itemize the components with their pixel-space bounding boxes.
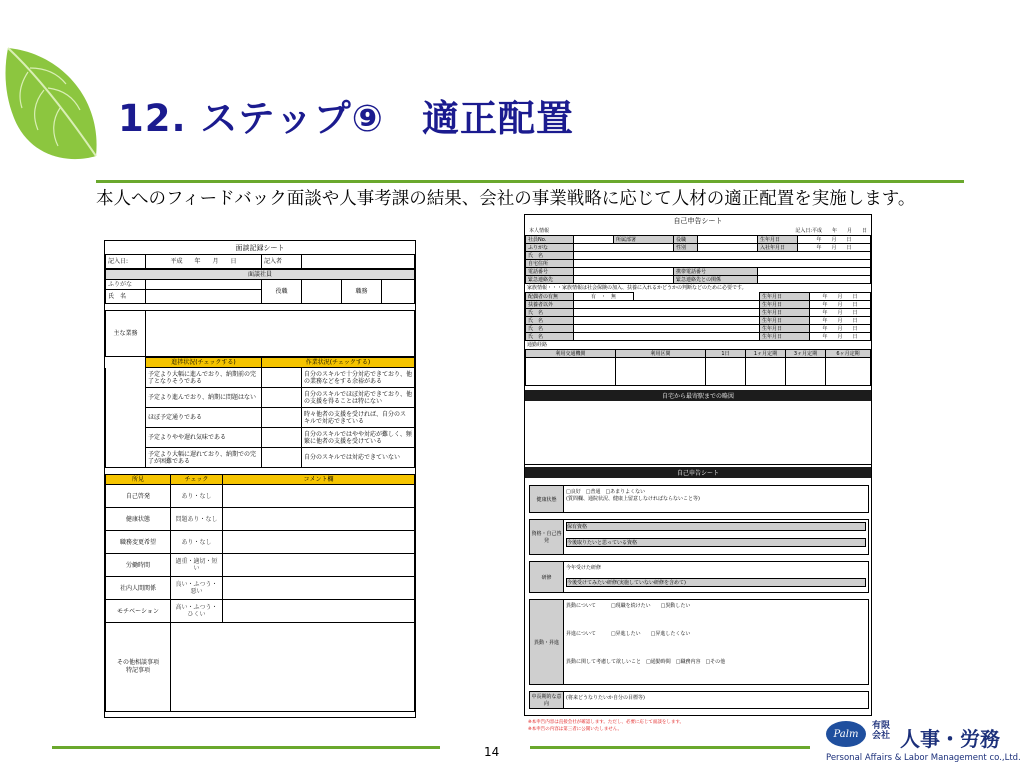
- commute-cell[interactable]: [786, 358, 826, 386]
- mobile-label: 携帯電話番号: [674, 268, 758, 276]
- page-number: 14: [484, 745, 500, 759]
- dependent-field[interactable]: [574, 309, 760, 317]
- work-check[interactable]: [262, 408, 302, 428]
- observation-options[interactable]: 良い・ふつう・悪い: [171, 577, 223, 600]
- sheet-title: 面談記録シート: [235, 244, 285, 252]
- training-line[interactable]: 今後受けてみたい研修(実施していない研修を含めて): [566, 578, 866, 587]
- join-date-value[interactable]: 年 月 日: [798, 244, 871, 252]
- birth-label: 生年月日: [760, 301, 810, 309]
- furigana-label: ふりがな: [526, 244, 574, 252]
- self-report-sheet: [524, 214, 872, 716]
- name-label: 氏 名: [106, 290, 146, 304]
- dependent-field[interactable]: [574, 333, 760, 341]
- birth-label: 生年月日: [760, 293, 810, 301]
- name-label: 氏 名: [526, 333, 574, 341]
- comment-field[interactable]: [223, 577, 415, 600]
- status-table: [105, 357, 415, 468]
- progress-item: 予定より大幅に遅れており、納期での完了が困難である: [146, 448, 262, 468]
- date-field[interactable]: 年 月 日: [810, 293, 871, 301]
- commute-cell[interactable]: [746, 358, 786, 386]
- map-area[interactable]: [525, 401, 871, 465]
- commute-header: 6ヶ月定期: [826, 350, 871, 358]
- department-label: 所属部署: [614, 236, 674, 244]
- observation-options[interactable]: あり・なし: [171, 485, 223, 508]
- gender-field[interactable]: [698, 244, 758, 252]
- commute-header: 利用区間: [616, 350, 706, 358]
- commute-header: 1日: [706, 350, 746, 358]
- progress-check[interactable]: [106, 408, 146, 428]
- observation-label: 職務変更希望: [106, 531, 171, 554]
- progress-check[interactable]: [106, 368, 146, 388]
- commute-table: [525, 349, 871, 386]
- work-check[interactable]: [262, 388, 302, 408]
- writer-field[interactable]: [302, 255, 415, 269]
- position-label: 役職: [674, 236, 698, 244]
- title-divider: [96, 180, 964, 183]
- work-item: 時々他者の支援を受ければ、自分のスキルで対応できている: [302, 408, 415, 428]
- main-work-table: [105, 310, 415, 357]
- other-notes-label: その他相談事項 特記事項: [106, 623, 171, 712]
- birth-label: 生年月日: [760, 333, 810, 341]
- work-check[interactable]: [262, 368, 302, 388]
- date-field[interactable]: 年 月 日: [810, 325, 871, 333]
- family-table: [525, 292, 871, 341]
- observation-options[interactable]: 過重・適切・短い: [171, 554, 223, 577]
- check-header: チェック: [171, 475, 223, 485]
- transfer-label: 異動・昇進: [530, 600, 564, 684]
- progress-check[interactable]: [106, 428, 146, 448]
- join-date-label: 入社年月日: [758, 244, 798, 252]
- duty-label: 職務: [342, 280, 382, 304]
- family-note: 家族情報・・・家族情報は社会保険の加入、扶養に入れるかどうかの判断などのために必要です。: [527, 285, 747, 291]
- date-field[interactable]: 年 月 日: [810, 309, 871, 317]
- self-report-date: 記入日:平成 年 月 日: [795, 228, 867, 234]
- self-report-band: 自己申告シート: [525, 467, 871, 478]
- work-item: 自分のスキルではやや対応が難しく、頻繁に他者の支援を受けている: [302, 428, 415, 448]
- intro-text: 本人へのフィードバック面談や人事考課の結果、会社の事業戦略に応じて人材の適正配置を実施します。: [96, 189, 916, 209]
- palm-logo-icon: Palm: [826, 721, 866, 747]
- birth-label: 生年月日: [758, 236, 798, 244]
- employee-header: 面談社員: [106, 270, 415, 280]
- company-name-jp: 人事・労務: [900, 727, 1000, 751]
- training-label: 研修: [530, 562, 564, 592]
- emergency-label: 緊急連絡先: [526, 276, 574, 284]
- emergency-relation-label: 緊急連絡先との関係: [674, 276, 758, 284]
- transfer-section: [529, 599, 869, 685]
- observation-label: 社内人間関係: [106, 577, 171, 600]
- work-item: 自分のスキルで十分対応できており、他の業務などをする余裕がある: [302, 368, 415, 388]
- position-label: 役職: [262, 280, 302, 304]
- work-item: 自分のスキルでほぼ対応できており、他の支援を得ることは特にない: [302, 388, 415, 408]
- future-line[interactable]: (将来どうなりたいか自分の目標等): [566, 695, 645, 701]
- transfer-line[interactable]: 異動に関して考慮して欲しいこと □通勤時間 □職務内容 □その他: [566, 659, 726, 665]
- date-value: 平成 年 月 日: [146, 255, 262, 269]
- phone-label: 電話番号: [526, 268, 574, 276]
- phone-field[interactable]: [574, 268, 674, 276]
- observation-label: 労働時間: [106, 554, 171, 577]
- commute-header: 1ヶ月定期: [746, 350, 786, 358]
- progress-item: 予定より大幅に進んでおり、納期前の完了となりそうである: [146, 368, 262, 388]
- work-header: 作業状況(チェックする): [262, 358, 415, 368]
- page-title: 12. ステップ⑨ 適正配置: [118, 97, 575, 140]
- emergency-relation-field[interactable]: [758, 276, 871, 284]
- position-field[interactable]: [698, 236, 758, 244]
- birth-label: 生年月日: [760, 317, 810, 325]
- main-work-label: 主な業務: [106, 311, 146, 357]
- company-type: 有限会社: [872, 721, 891, 741]
- self-report-subheader: [525, 227, 871, 234]
- observation-label: 健康状態: [106, 508, 171, 531]
- name-label: 氏 名: [526, 317, 574, 325]
- qualification-line[interactable]: 今後取りたいと思っている資格: [566, 538, 866, 547]
- commute-cell[interactable]: [706, 358, 746, 386]
- map-band: 自宅から最寄駅までの略図: [525, 390, 871, 401]
- transfer-line[interactable]: 昇進について □昇進したい □昇進したくない: [566, 631, 691, 637]
- comment-field[interactable]: [223, 485, 415, 508]
- name-label: 氏 名: [526, 309, 574, 317]
- date-field[interactable]: 年 月 日: [810, 317, 871, 325]
- commute-cell[interactable]: [826, 358, 871, 386]
- address-label: 自宅住所: [526, 260, 574, 268]
- spouse-label: 配偶者の有無: [526, 293, 574, 301]
- comment-field[interactable]: [223, 508, 415, 531]
- progress-item: 予定よりやや遅れ気味である: [146, 428, 262, 448]
- dependent-field[interactable]: [574, 301, 760, 309]
- comment-header: コメント欄: [223, 475, 415, 485]
- training-section: [529, 561, 869, 593]
- transfer-line[interactable]: 異動について □現職を続けたい □異動したい: [566, 603, 691, 609]
- observation-label: 自己啓発: [106, 485, 171, 508]
- other-notes-field[interactable]: [171, 623, 415, 712]
- qualification-section: [529, 519, 869, 555]
- main-work-field[interactable]: [146, 311, 415, 357]
- health-section: [529, 485, 869, 513]
- birth-label: 生年月日: [760, 309, 810, 317]
- birth-label: 生年月日: [760, 325, 810, 333]
- spouse-value[interactable]: 有 ・ 無: [574, 293, 634, 301]
- commute-cell[interactable]: [526, 358, 616, 386]
- gender-label: 性別: [674, 244, 698, 252]
- comment-field[interactable]: [223, 531, 415, 554]
- health-options[interactable]: □良好 □普通 □あまりよくない: [566, 489, 646, 495]
- writer-label: 記入者: [262, 255, 302, 269]
- interview-header-table: [105, 254, 415, 269]
- future-label: 中長期的な意向: [530, 692, 564, 708]
- commute-label: 通勤経路: [527, 342, 548, 348]
- observation-options[interactable]: 問題あり・なし: [171, 508, 223, 531]
- progress-check[interactable]: [106, 388, 146, 408]
- progress-item: ほぼ予定通りである: [146, 408, 262, 428]
- health-label: 健康状態: [530, 486, 564, 512]
- leaf-icon: [0, 38, 105, 178]
- commute-header: 利用交通機関: [526, 350, 616, 358]
- health-note: (質問欄、通院状況、健康上留意しなければならないこと等): [566, 496, 700, 502]
- training-line[interactable]: 今年受けた研修: [566, 565, 602, 571]
- qualification-line[interactable]: 保有資格: [566, 522, 866, 531]
- duty-field[interactable]: [382, 280, 415, 304]
- qualification-label: 資格・自己啓発: [530, 520, 564, 554]
- work-item: 自分のスキルでは対応できていない: [302, 448, 415, 468]
- employee-table: [105, 269, 415, 304]
- date-field[interactable]: 年 月 日: [810, 333, 871, 341]
- mobile-field[interactable]: [758, 268, 871, 276]
- dependent-field[interactable]: [574, 317, 760, 325]
- footer-divider-left: [52, 746, 440, 749]
- furigana-label: ふりがな: [106, 280, 146, 290]
- self-report-note: ※本申告の内容は第三者に公開いたしません。: [528, 727, 623, 732]
- interview-record-sheet: [104, 240, 416, 718]
- address-field[interactable]: [574, 260, 871, 268]
- personal-info-label: 本人情報: [529, 228, 550, 234]
- name-label: 氏 名: [526, 252, 574, 260]
- position-field[interactable]: [302, 280, 342, 304]
- work-check[interactable]: [262, 428, 302, 448]
- personal-info-table: [525, 235, 871, 284]
- observation-label: モチベーション: [106, 600, 171, 623]
- emergency-field[interactable]: [574, 276, 674, 284]
- future-section: [529, 691, 869, 709]
- company-name-en: Personal Affairs & Labor Management co.,Ltd.: [826, 753, 1021, 763]
- commute-header: 3ヶ月定期: [786, 350, 826, 358]
- comment-field[interactable]: [223, 554, 415, 577]
- birth-value[interactable]: 年 月 日: [798, 236, 871, 244]
- observation-table: [105, 474, 415, 712]
- furigana-field[interactable]: [574, 244, 674, 252]
- progress-check[interactable]: [106, 448, 146, 468]
- company-logo: [826, 717, 1022, 767]
- dependents-label: 扶養者以外: [526, 301, 574, 309]
- employee-no-field[interactable]: [574, 236, 614, 244]
- name-field[interactable]: [574, 252, 871, 260]
- employee-no-label: 社員No.: [526, 236, 574, 244]
- date-field[interactable]: 年 月 日: [810, 301, 871, 309]
- dependent-field[interactable]: [574, 325, 760, 333]
- comment-field[interactable]: [223, 600, 415, 623]
- progress-item: 予定より進んでおり、納期に問題はない: [146, 388, 262, 408]
- name-label: 氏 名: [526, 325, 574, 333]
- footer-divider-right: [530, 746, 810, 749]
- self-report-note: ※本申告内容は直接会社が確認します。ただし、必要に応じて面談をします。: [528, 720, 685, 725]
- observation-options[interactable]: 高い・ふつう・ひくい: [171, 600, 223, 623]
- date-label: 記入日:: [106, 255, 146, 269]
- progress-header: 進捗状況(チェックする): [146, 358, 262, 368]
- furigana-field[interactable]: [146, 280, 262, 290]
- work-check[interactable]: [262, 448, 302, 468]
- name-field[interactable]: [146, 290, 262, 304]
- self-report-title: 自己申告シート: [673, 217, 723, 225]
- observation-options[interactable]: あり・なし: [171, 531, 223, 554]
- commute-cell[interactable]: [616, 358, 706, 386]
- observation-header: 所見: [106, 475, 171, 485]
